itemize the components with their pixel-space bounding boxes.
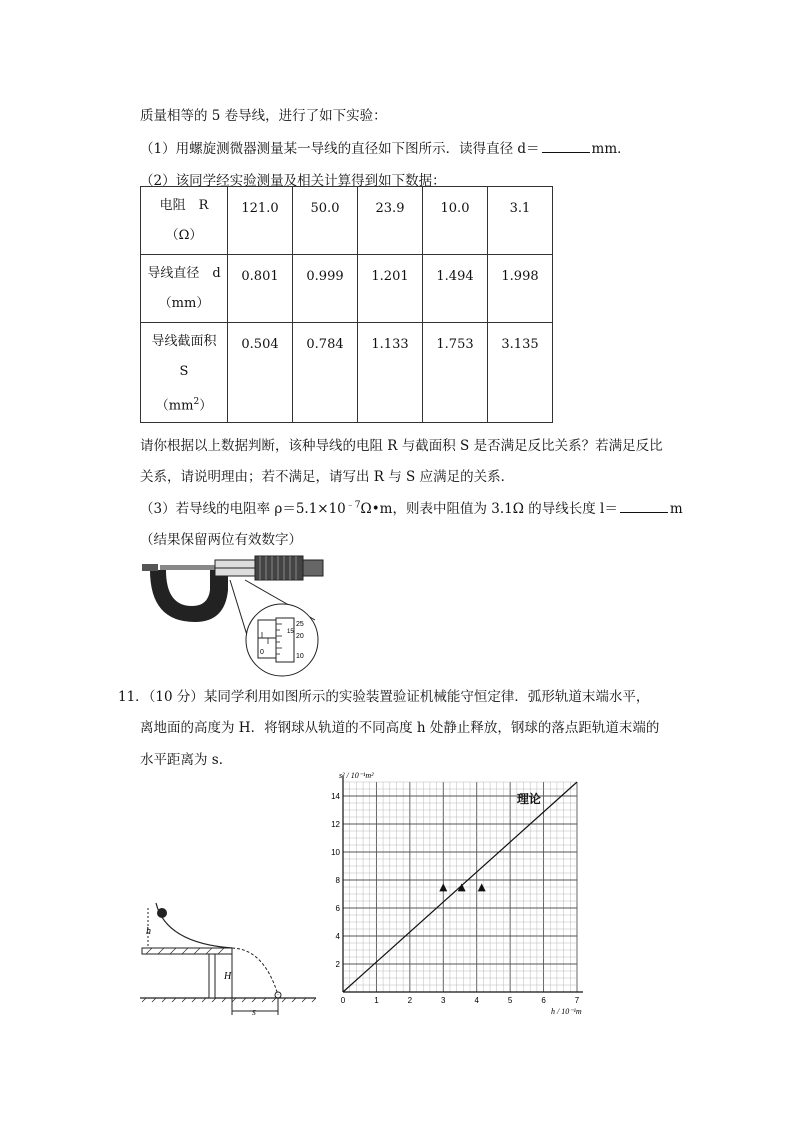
- table-row: [141, 255, 553, 323]
- table-cell: 0.801: [228, 255, 293, 323]
- scale-label: 25: [296, 621, 304, 628]
- theory-line-label: 理论: [516, 792, 541, 806]
- q2-followup-2: 关系，请说明理由；若不满足，请写出 R 与 S 应满足的关系．: [140, 469, 515, 485]
- y-tick-label: 6: [335, 904, 340, 913]
- answer-blank-length[interactable]: [620, 500, 668, 513]
- x-tick-label: 3: [441, 996, 446, 1005]
- label-s: s: [252, 1007, 256, 1018]
- question-3: （3）若导线的电阻率 $\rho=5.1\times 10^{﹣7}\Omega•m$，则表中阻值为 3.1Ω 的导线长度 l＝ m: [140, 500, 683, 517]
- x-tick-label: 1: [374, 996, 379, 1005]
- scale-label: 15: [287, 629, 294, 635]
- scale-label: 20: [296, 633, 304, 640]
- y-tick-label: 10: [331, 848, 340, 857]
- scale-label: 10: [296, 653, 304, 660]
- question-2: （2）该同学经实验测量及相关计算得到如下数据：: [140, 173, 446, 189]
- x-tick-label: 0: [340, 996, 346, 1005]
- row-header: 导线直径 d （mm）: [141, 255, 228, 323]
- table-cell: 1.133: [358, 323, 423, 423]
- q11-line-2: 离地面的高度为 H．将钢球从轨道的不同高度 h 处静止释放，钢球的落点距轨道末端的: [140, 720, 660, 736]
- table-cell: 1.201: [358, 255, 423, 323]
- table-cell: 1.998: [488, 255, 553, 323]
- table-cell: 0.504: [228, 323, 293, 423]
- table-row: [141, 187, 553, 255]
- q11-line-3: 水平距离为 s．: [140, 752, 233, 768]
- table-cell: 121.0: [228, 187, 293, 255]
- answer-blank-d[interactable]: [542, 140, 590, 153]
- apparatus-figure: [138, 895, 318, 1025]
- x-tick-label: 7: [574, 996, 580, 1005]
- q1-text: （1）用螺旋测微器测量某一导线的直径如下图所示．读得直径 d＝: [140, 141, 540, 157]
- row-header: 电阻 R （Ω）: [141, 187, 228, 255]
- table-cell: 0.784: [293, 323, 358, 423]
- micrometer-figure: [140, 550, 330, 680]
- intro-text: 质量相等的 5 卷导线，进行了如下实验：: [140, 108, 387, 124]
- s2-h-chart: [325, 770, 600, 1020]
- q1-unit: mm．: [591, 141, 631, 157]
- table-cell: 50.0: [293, 187, 358, 255]
- label-H: H: [224, 971, 232, 982]
- x-tick-label: 2: [407, 996, 413, 1005]
- y-tick-label: 12: [331, 820, 340, 829]
- q11-line-1: 11．（10 分）某同学利用如图所示的实验装置验证机械能守恒定律．弧形轨道末端水平，: [118, 689, 650, 705]
- data-table: [140, 186, 553, 423]
- question-1: [140, 137, 631, 157]
- table-cell: 10.0: [423, 187, 488, 255]
- q2-followup-1: 请你根据以上数据判断，该种导线的电阻 R 与截面积 S 是否满足反比关系？若满足反比: [140, 438, 663, 454]
- table-cell: 3.1: [488, 187, 553, 255]
- x-axis-label: h / 10⁻¹m: [551, 1007, 582, 1016]
- measured-point: [478, 883, 486, 891]
- table-cell: 0.999: [293, 255, 358, 323]
- x-tick-label: 6: [541, 996, 546, 1005]
- x-tick-label: 5: [507, 996, 513, 1005]
- y-tick-label: 4: [335, 932, 340, 941]
- y-tick-label: 14: [331, 792, 340, 801]
- label-h: h: [146, 926, 151, 937]
- x-tick-label: 4: [474, 996, 479, 1005]
- scale-label: 0: [260, 649, 264, 656]
- table-cell: 3.135: [488, 323, 553, 423]
- y-axis-label: s² / 10⁻¹m²: [339, 771, 374, 780]
- q3-note: （结果保留两位有效数字）: [140, 532, 302, 548]
- table-row: [141, 323, 553, 423]
- measured-point: [439, 883, 447, 891]
- y-tick-label: 8: [335, 876, 340, 885]
- y-tick-label: 2: [335, 960, 340, 969]
- table-cell: 1.753: [423, 323, 488, 423]
- table-cell: 23.9: [358, 187, 423, 255]
- table-cell: 1.494: [423, 255, 488, 323]
- row-header: 导线截面积 S $(mm^2)$: [141, 323, 228, 423]
